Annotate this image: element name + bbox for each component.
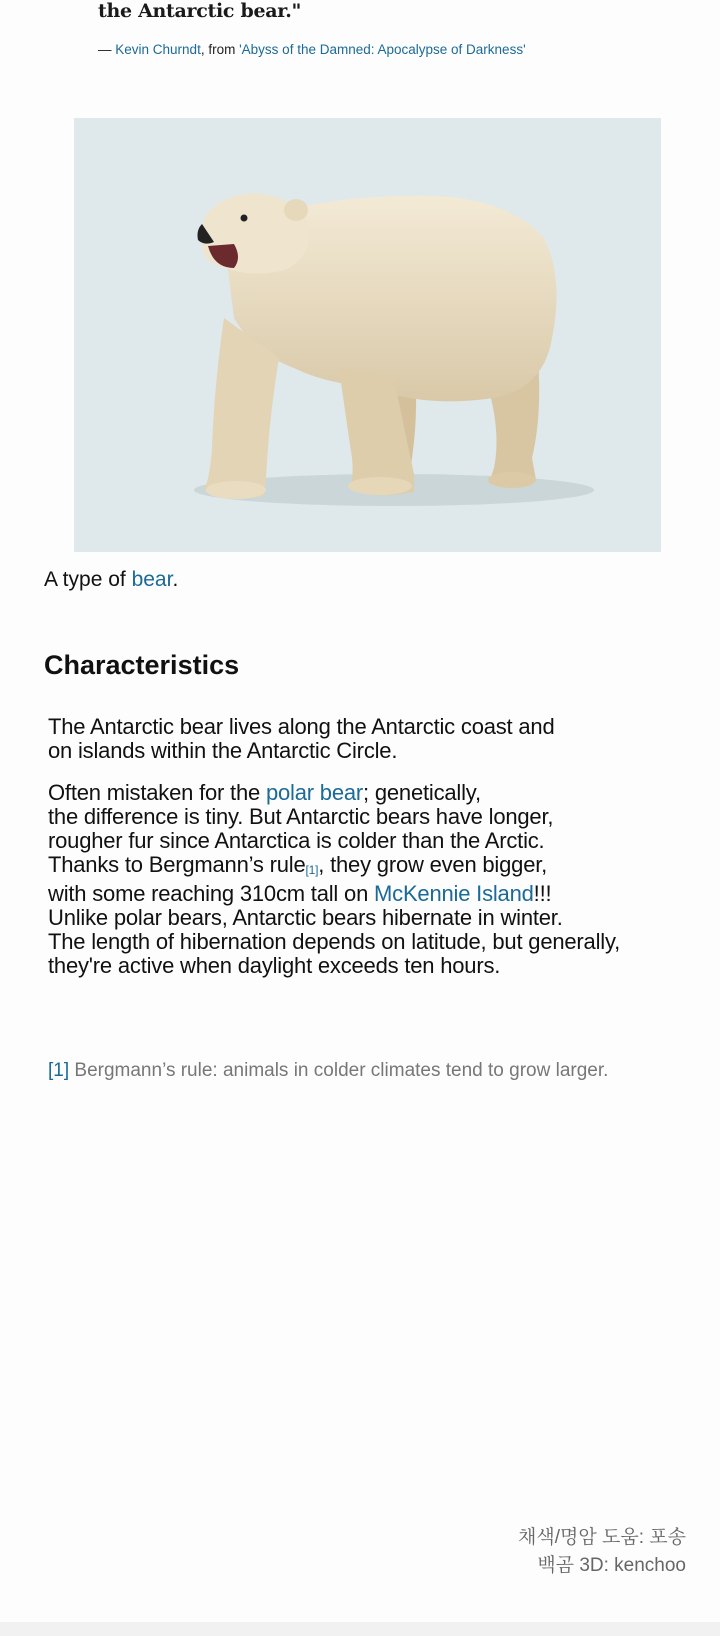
footnote [48,1060,608,1082]
footnote-text: Bergmann’s rule: animals in colder climates tend to grow larger. [69,1060,609,1081]
paragraph-line [48,853,620,882]
credit-3d-model: 백곰 3D: kenchoo [537,1555,686,1576]
bear-figure [74,118,661,552]
paragraph-traits [48,781,620,978]
credit-coloring: 채색/명암 도움: 포송 [518,1527,686,1548]
cite-author-link[interactable]: Kevin Churndt [115,42,201,57]
paragraph-line [48,882,620,906]
section-heading: Characteristics [44,650,240,680]
caption-prefix: A type of [44,568,132,591]
caption-suffix: . [172,568,179,591]
paragraph-line: The length of hibernation depends on latitude, but generally, [48,929,621,954]
text-run: ; genetically, [363,780,481,805]
text-run: Often mistaken for the [48,780,266,805]
quote-last-line: the Antarctic bear." [98,0,302,22]
bear-link[interactable]: bear [131,568,173,591]
paragraph-line: Unlike polar bears, Antarctic bears hibernate in winter. [48,905,563,930]
paragraph-line: The Antarctic bear lives along the Antarctic coast and [48,714,555,739]
quote-citation [98,42,526,57]
paragraph-line [48,781,620,805]
credits [518,1524,686,1580]
text-run: with some reaching 310cm tall on [48,881,375,906]
paragraph-habitat [48,715,555,763]
cite-dash: — [98,42,116,57]
antarctic-bear-illustration [74,118,661,552]
text-run: !!! [533,881,552,906]
footnote-marker-link[interactable]: [1] [48,1060,70,1081]
paragraph-line: the difference is tiny. But Antarctic bears have longer, [48,804,554,829]
polar-bear-link[interactable]: polar bear [265,780,364,805]
paragraph-line: rougher fur since Antarctica is colder than the Arctic. [48,828,545,853]
text-run: Thanks to Bergmann’s rule [48,852,306,877]
mckennie-island-link[interactable]: McKennie Island [374,881,534,906]
cite-from: , from [200,42,240,57]
paragraph-line: they're active when daylight exceeds ten hours. [48,953,501,978]
paragraph-line: on islands within the Antarctic Circle. [48,738,398,763]
cite-source-link[interactable]: 'Abyss of the Damned: Apocalypse of Darkness' [239,42,526,57]
figure-caption [44,568,178,592]
bottom-bar [0,1622,720,1636]
footnote-ref-link[interactable]: [1] [305,863,319,877]
text-run: , they grow even bigger, [318,852,548,877]
